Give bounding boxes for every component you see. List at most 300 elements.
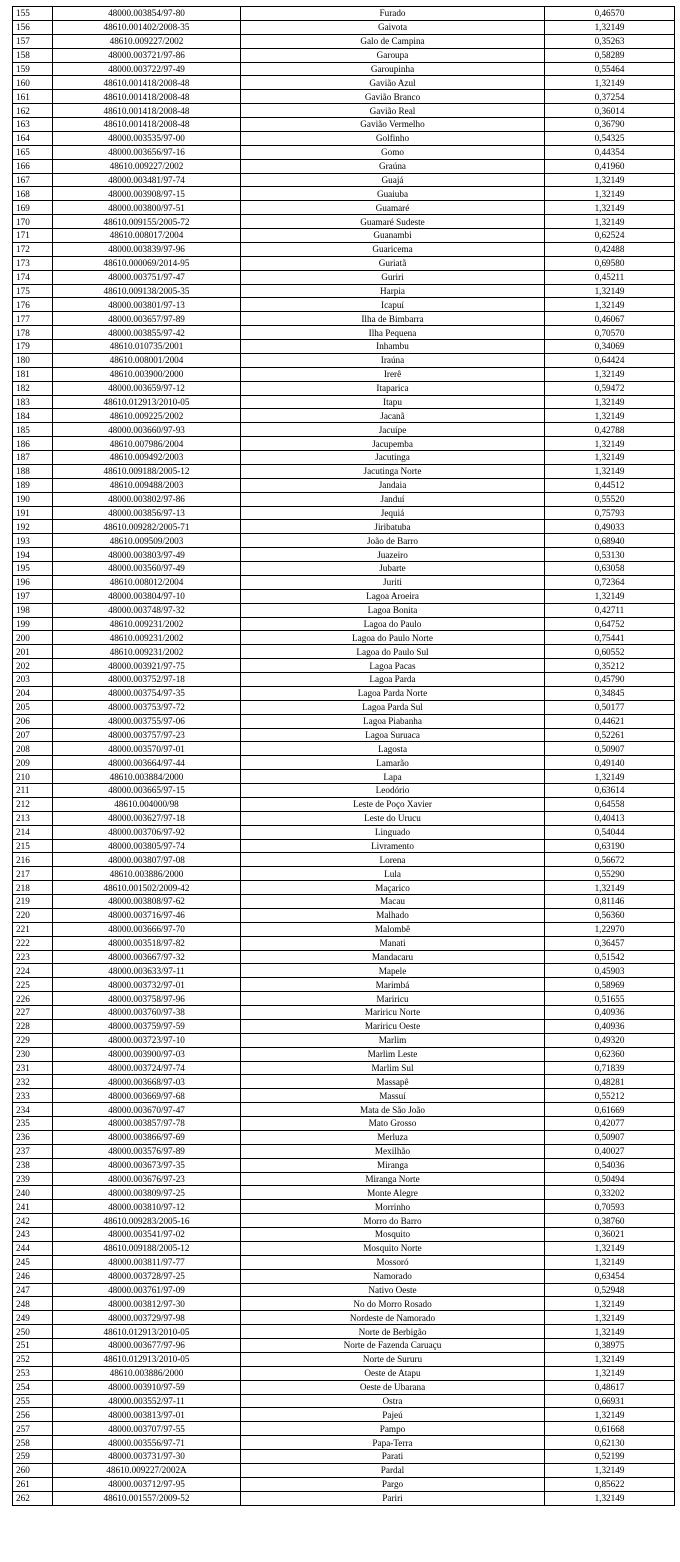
field-value: 0,62360 — [545, 1047, 675, 1061]
process-number: 48000.003659/97-12 — [53, 381, 241, 395]
field-name: Lagoa Bonita — [241, 603, 545, 617]
field-name: Oeste de Ubarana — [241, 1380, 545, 1394]
field-name: Lagoa Parda Norte — [241, 686, 545, 700]
field-name: Itaparica — [241, 381, 545, 395]
row-number: 231 — [13, 1061, 53, 1075]
field-name: Jacupemba — [241, 437, 545, 451]
table-row — [13, 922, 675, 936]
table-row — [13, 34, 675, 48]
field-value: 0,46067 — [545, 312, 675, 326]
process-number: 48000.003722/97-49 — [53, 62, 241, 76]
field-name: Guanambi — [241, 229, 545, 243]
process-number: 48000.003668/97-03 — [53, 1075, 241, 1089]
field-name: Juriti — [241, 575, 545, 589]
process-number: 48000.003812/97-30 — [53, 1297, 241, 1311]
field-name: Lapa — [241, 770, 545, 784]
row-number: 178 — [13, 326, 53, 340]
table-row — [13, 1352, 675, 1366]
process-number: 48610.001402/2008-35 — [53, 20, 241, 34]
field-value: 1,32149 — [545, 76, 675, 90]
table-row — [13, 270, 675, 284]
field-name: Lagosta — [241, 742, 545, 756]
process-number: 48000.003721/97-86 — [53, 48, 241, 62]
table-row — [13, 978, 675, 992]
process-number: 48000.003856/97-13 — [53, 506, 241, 520]
process-number: 48000.003728/97-25 — [53, 1269, 241, 1283]
field-name: Mariricu Norte — [241, 1006, 545, 1020]
process-number: 48610.009188/2005-12 — [53, 464, 241, 478]
field-name: Nordeste de Namorado — [241, 1311, 545, 1325]
table-row — [13, 187, 675, 201]
row-number: 195 — [13, 562, 53, 576]
process-number: 48000.003804/97-10 — [53, 589, 241, 603]
field-name: Manati — [241, 936, 545, 950]
row-number: 185 — [13, 423, 53, 437]
table-row — [13, 1477, 675, 1491]
row-number: 156 — [13, 20, 53, 34]
process-number: 48610.009231/2002 — [53, 617, 241, 631]
table-row — [13, 62, 675, 76]
field-value: 0,59472 — [545, 381, 675, 395]
row-number: 212 — [13, 797, 53, 811]
field-name: Monte Alegre — [241, 1186, 545, 1200]
process-number: 48000.003759/97-59 — [53, 1019, 241, 1033]
document-page — [12, 6, 674, 1506]
row-number: 194 — [13, 548, 53, 562]
field-name: Itapu — [241, 395, 545, 409]
table-row — [13, 451, 675, 465]
process-number: 48610.009282/2005-71 — [53, 520, 241, 534]
table-row — [13, 700, 675, 714]
process-number: 48000.003803/97-49 — [53, 548, 241, 562]
process-number: 48000.003724/97-74 — [53, 1061, 241, 1075]
field-name: Linguado — [241, 825, 545, 839]
field-value: 0,70570 — [545, 326, 675, 340]
row-number: 170 — [13, 215, 53, 229]
process-number: 48000.003664/97-44 — [53, 756, 241, 770]
row-number: 173 — [13, 256, 53, 270]
table-row — [13, 1158, 675, 1172]
row-number: 249 — [13, 1311, 53, 1325]
field-value: 0,55212 — [545, 1089, 675, 1103]
table-row — [13, 1117, 675, 1131]
field-value: 0,44354 — [545, 145, 675, 159]
field-name: Gavião Azul — [241, 76, 545, 90]
field-value: 0,38760 — [545, 1214, 675, 1228]
field-name: Gavião Branco — [241, 90, 545, 104]
table-row — [13, 992, 675, 1006]
field-name: Miranga Norte — [241, 1172, 545, 1186]
field-value: 0,55290 — [545, 867, 675, 881]
row-number: 255 — [13, 1394, 53, 1408]
field-name: Mexilhão — [241, 1144, 545, 1158]
row-number: 168 — [13, 187, 53, 201]
process-number: 48000.003758/97-96 — [53, 992, 241, 1006]
process-number: 48610.009509/2003 — [53, 534, 241, 548]
process-number: 48610.012913/2010-05 — [53, 1325, 241, 1339]
field-name: Mossoró — [241, 1255, 545, 1269]
field-name: Guamaré Sudeste — [241, 215, 545, 229]
row-number: 198 — [13, 603, 53, 617]
row-number: 183 — [13, 395, 53, 409]
table-row — [13, 1214, 675, 1228]
row-number: 224 — [13, 964, 53, 978]
field-value: 0,55520 — [545, 492, 675, 506]
row-number: 252 — [13, 1352, 53, 1366]
row-number: 204 — [13, 686, 53, 700]
field-value: 0,35263 — [545, 34, 675, 48]
row-number: 191 — [13, 506, 53, 520]
field-value: 1,32149 — [545, 1255, 675, 1269]
row-number: 176 — [13, 298, 53, 312]
field-value: 1,32149 — [545, 437, 675, 451]
table-row — [13, 1033, 675, 1047]
row-number: 220 — [13, 908, 53, 922]
field-value: 1,32149 — [545, 464, 675, 478]
process-number: 48610.001502/2009-42 — [53, 881, 241, 895]
row-number: 214 — [13, 825, 53, 839]
table-row — [13, 867, 675, 881]
table-row — [13, 908, 675, 922]
process-number: 48000.003673/97-35 — [53, 1158, 241, 1172]
field-name: Lagoa do Paulo Norte — [241, 631, 545, 645]
table-row — [13, 76, 675, 90]
row-number: 251 — [13, 1339, 53, 1353]
field-value: 1,32149 — [545, 187, 675, 201]
process-number: 48610.010735/2001 — [53, 340, 241, 354]
table-row — [13, 340, 675, 354]
process-number: 48610.012913/2010-05 — [53, 395, 241, 409]
field-name: Icapuí — [241, 298, 545, 312]
field-name: Harpia — [241, 284, 545, 298]
process-number: 48000.003633/97-11 — [53, 964, 241, 978]
process-number: 48000.003481/97-74 — [53, 173, 241, 187]
table-row — [13, 936, 675, 950]
field-value: 1,32149 — [545, 173, 675, 187]
process-number: 48000.003811/97-77 — [53, 1255, 241, 1269]
field-value: 0,44512 — [545, 478, 675, 492]
field-name: Pajeú — [241, 1408, 545, 1422]
field-name: Mariricu — [241, 992, 545, 1006]
row-number: 254 — [13, 1380, 53, 1394]
table-row — [13, 326, 675, 340]
field-name: Jacanã — [241, 409, 545, 423]
field-name: Furado — [241, 7, 545, 21]
row-number: 193 — [13, 534, 53, 548]
row-number: 232 — [13, 1075, 53, 1089]
table-row — [13, 90, 675, 104]
table-row — [13, 298, 675, 312]
field-value: 1,32149 — [545, 1491, 675, 1505]
row-number: 241 — [13, 1200, 53, 1214]
process-number: 48610.003900/2000 — [53, 367, 241, 381]
process-number: 48000.003665/97-15 — [53, 784, 241, 798]
row-number: 166 — [13, 159, 53, 173]
field-value: 0,40413 — [545, 811, 675, 825]
process-number: 48610.009492/2003 — [53, 451, 241, 465]
field-name: Miranga — [241, 1158, 545, 1172]
field-value: 1,22970 — [545, 922, 675, 936]
fields-table — [12, 6, 675, 1506]
process-number: 48000.003807/97-08 — [53, 853, 241, 867]
field-value: 0,38975 — [545, 1339, 675, 1353]
field-name: Lagoa do Paulo Sul — [241, 645, 545, 659]
field-value: 1,32149 — [545, 451, 675, 465]
field-name: Guriatã — [241, 256, 545, 270]
field-value: 0,40027 — [545, 1144, 675, 1158]
table-row — [13, 1061, 675, 1075]
field-name: Merluza — [241, 1130, 545, 1144]
table-row — [13, 1394, 675, 1408]
process-number: 48000.003854/97-80 — [53, 7, 241, 21]
table-row — [13, 1103, 675, 1117]
row-number: 171 — [13, 229, 53, 243]
field-value: 0,46570 — [545, 7, 675, 21]
table-row — [13, 1241, 675, 1255]
table-row — [13, 1255, 675, 1269]
field-name: Lula — [241, 867, 545, 881]
table-row — [13, 714, 675, 728]
row-number: 182 — [13, 381, 53, 395]
field-name: Graúna — [241, 159, 545, 173]
field-value: 0,64424 — [545, 353, 675, 367]
field-name: Jequiá — [241, 506, 545, 520]
table-row — [13, 1297, 675, 1311]
process-number: 48610.012913/2010-05 — [53, 1352, 241, 1366]
table-row — [13, 1269, 675, 1283]
row-number: 184 — [13, 409, 53, 423]
field-name: Lagoa Suruaca — [241, 728, 545, 742]
field-value: 0,50494 — [545, 1172, 675, 1186]
process-number: 48610.008017/2004 — [53, 229, 241, 243]
process-number: 48000.003732/97-01 — [53, 978, 241, 992]
process-number: 48000.003541/97-02 — [53, 1228, 241, 1242]
process-number: 48000.003810/97-12 — [53, 1200, 241, 1214]
table-row — [13, 853, 675, 867]
field-value: 0,36021 — [545, 1228, 675, 1242]
field-value: 0,50907 — [545, 1130, 675, 1144]
table-row — [13, 839, 675, 853]
table-row — [13, 131, 675, 145]
row-number: 237 — [13, 1144, 53, 1158]
field-value: 0,62524 — [545, 229, 675, 243]
field-name: Guriri — [241, 270, 545, 284]
process-number: 48000.003753/97-72 — [53, 700, 241, 714]
row-number: 262 — [13, 1491, 53, 1505]
process-number: 48000.003752/97-18 — [53, 673, 241, 687]
row-number: 192 — [13, 520, 53, 534]
field-name: Gaivota — [241, 20, 545, 34]
table-row — [13, 464, 675, 478]
field-name: Mariricu Oeste — [241, 1019, 545, 1033]
process-number: 48000.003751/97-47 — [53, 270, 241, 284]
field-name: Ilha Pequena — [241, 326, 545, 340]
table-row — [13, 728, 675, 742]
process-number: 48610.000069/2014-95 — [53, 256, 241, 270]
table-row — [13, 215, 675, 229]
table-row — [13, 534, 675, 548]
process-number: 48610.009227/2002A — [53, 1463, 241, 1477]
process-number: 48610.007986/2004 — [53, 437, 241, 451]
table-body — [13, 7, 675, 1506]
field-name: Papa-Terra — [241, 1436, 545, 1450]
process-number: 48610.009227/2002 — [53, 34, 241, 48]
process-number: 48000.003813/97-01 — [53, 1408, 241, 1422]
process-number: 48000.003760/97-38 — [53, 1006, 241, 1020]
process-number: 48000.003660/97-93 — [53, 423, 241, 437]
field-name: Jandaia — [241, 478, 545, 492]
row-number: 188 — [13, 464, 53, 478]
field-name: Norte de Berbigão — [241, 1325, 545, 1339]
field-name: Jacutinga — [241, 451, 545, 465]
table-row — [13, 20, 675, 34]
table-row — [13, 1422, 675, 1436]
field-name: Garoupa — [241, 48, 545, 62]
table-row — [13, 242, 675, 256]
process-number: 48000.003677/97-96 — [53, 1339, 241, 1353]
field-name: Guajá — [241, 173, 545, 187]
field-name: Mosquito Norte — [241, 1241, 545, 1255]
row-number: 227 — [13, 1006, 53, 1020]
field-name: Iraúna — [241, 353, 545, 367]
process-number: 48610.009188/2005-12 — [53, 1241, 241, 1255]
row-number: 256 — [13, 1408, 53, 1422]
row-number: 216 — [13, 853, 53, 867]
row-number: 238 — [13, 1158, 53, 1172]
field-name: Gavião Real — [241, 104, 545, 118]
table-row — [13, 1436, 675, 1450]
table-row — [13, 1006, 675, 1020]
field-name: Lorena — [241, 853, 545, 867]
process-number: 48000.003627/97-18 — [53, 811, 241, 825]
table-row — [13, 353, 675, 367]
field-name: Malhado — [241, 908, 545, 922]
table-row — [13, 1311, 675, 1325]
table-row — [13, 7, 675, 21]
process-number: 48000.003921/97-75 — [53, 659, 241, 673]
process-number: 48000.003576/97-89 — [53, 1144, 241, 1158]
row-number: 196 — [13, 575, 53, 589]
row-number: 180 — [13, 353, 53, 367]
table-row — [13, 520, 675, 534]
row-number: 200 — [13, 631, 53, 645]
process-number: 48000.003560/97-49 — [53, 562, 241, 576]
table-row — [13, 1019, 675, 1033]
field-value: 0,37254 — [545, 90, 675, 104]
field-value: 0,34845 — [545, 686, 675, 700]
table-row — [13, 48, 675, 62]
process-number: 48000.003801/97-13 — [53, 298, 241, 312]
field-value: 0,36790 — [545, 118, 675, 132]
field-name: Lagoa do Paulo — [241, 617, 545, 631]
row-number: 177 — [13, 312, 53, 326]
table-row — [13, 437, 675, 451]
field-value: 0,61669 — [545, 1103, 675, 1117]
field-value: 0,36457 — [545, 936, 675, 950]
field-name: Janduí — [241, 492, 545, 506]
table-row — [13, 589, 675, 603]
table-row — [13, 881, 675, 895]
process-number: 48000.003761/97-09 — [53, 1283, 241, 1297]
field-name: Maçarico — [241, 881, 545, 895]
field-name: Guaricema — [241, 242, 545, 256]
row-number: 181 — [13, 367, 53, 381]
field-value: 0,45903 — [545, 964, 675, 978]
field-value: 1,32149 — [545, 1325, 675, 1339]
row-number: 221 — [13, 922, 53, 936]
table-row — [13, 478, 675, 492]
table-row — [13, 631, 675, 645]
field-value: 0,70593 — [545, 1200, 675, 1214]
field-name: Pargo — [241, 1477, 545, 1491]
field-name: Mapele — [241, 964, 545, 978]
field-value: 0,41960 — [545, 159, 675, 173]
process-number: 48610.003886/2000 — [53, 1366, 241, 1380]
field-value: 0,85622 — [545, 1477, 675, 1491]
field-value: 0,49320 — [545, 1033, 675, 1047]
table-row — [13, 367, 675, 381]
field-value: 0,52261 — [545, 728, 675, 742]
table-row — [13, 312, 675, 326]
table-row — [13, 1047, 675, 1061]
field-value: 0,34069 — [545, 340, 675, 354]
field-name: No do Morro Rosado — [241, 1297, 545, 1311]
field-value: 0,64558 — [545, 797, 675, 811]
field-name: Jiribatuba — [241, 520, 545, 534]
field-name: Galo de Campina — [241, 34, 545, 48]
row-number: 179 — [13, 340, 53, 354]
field-value: 0,52948 — [545, 1283, 675, 1297]
field-name: Jubarte — [241, 562, 545, 576]
process-number: 48000.003802/97-86 — [53, 492, 241, 506]
field-value: 0,63058 — [545, 562, 675, 576]
process-number: 48610.003886/2000 — [53, 867, 241, 881]
row-number: 258 — [13, 1436, 53, 1450]
row-number: 233 — [13, 1089, 53, 1103]
field-value: 1,32149 — [545, 409, 675, 423]
field-value: 0,53130 — [545, 548, 675, 562]
table-row — [13, 506, 675, 520]
row-number: 243 — [13, 1228, 53, 1242]
row-number: 165 — [13, 145, 53, 159]
table-row — [13, 562, 675, 576]
process-number: 48000.003809/97-25 — [53, 1186, 241, 1200]
field-name: Irerê — [241, 367, 545, 381]
row-number: 261 — [13, 1477, 53, 1491]
row-number: 228 — [13, 1019, 53, 1033]
row-number: 244 — [13, 1241, 53, 1255]
process-number: 48610.008012/2004 — [53, 575, 241, 589]
field-value: 0,52199 — [545, 1450, 675, 1464]
row-number: 226 — [13, 992, 53, 1006]
field-value: 1,32149 — [545, 1297, 675, 1311]
row-number: 230 — [13, 1047, 53, 1061]
row-number: 209 — [13, 756, 53, 770]
process-number: 48000.003670/97-47 — [53, 1103, 241, 1117]
process-number: 48000.003518/97-82 — [53, 936, 241, 950]
field-name: Leodório — [241, 784, 545, 798]
row-number: 215 — [13, 839, 53, 853]
field-value: 0,71839 — [545, 1061, 675, 1075]
table-row — [13, 603, 675, 617]
process-number: 48610.001418/2008-48 — [53, 104, 241, 118]
field-value: 0,44621 — [545, 714, 675, 728]
process-number: 48000.003666/97-70 — [53, 922, 241, 936]
field-value: 0,63614 — [545, 784, 675, 798]
row-number: 245 — [13, 1255, 53, 1269]
field-value: 1,32149 — [545, 20, 675, 34]
process-number: 48000.003716/97-46 — [53, 908, 241, 922]
